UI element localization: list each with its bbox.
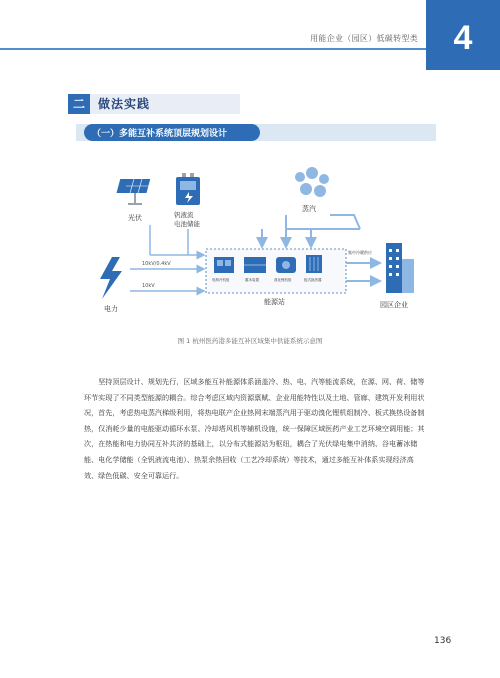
label-voltage-top: 10kV/0.4kV bbox=[142, 261, 171, 267]
battery-storage-icon bbox=[176, 173, 200, 205]
label-pv: 光伏 bbox=[128, 214, 142, 222]
chapter-number-tab: 4 bbox=[426, 0, 500, 70]
label-voltage-bottom: 10kV bbox=[142, 283, 155, 289]
label-storage-line1: 钒液流 bbox=[174, 211, 194, 219]
solar-panel-icon bbox=[116, 179, 150, 205]
label-steam: 蒸汽 bbox=[302, 205, 316, 213]
device-heat-exchanger-icon bbox=[306, 255, 322, 273]
header-section-label: 用能企业（园区）低碳转型类 bbox=[310, 34, 418, 43]
energy-system-diagram bbox=[90, 165, 426, 315]
label-device-4: 板式换热器 bbox=[304, 278, 322, 282]
header-rule bbox=[0, 48, 426, 50]
section-number: 二 bbox=[68, 94, 90, 114]
label-energy-station: 能源站 bbox=[264, 298, 285, 306]
section-heading-bar bbox=[68, 94, 240, 114]
label-cold-pipe: 集中冷暖供应 bbox=[348, 250, 372, 255]
section-title: 做法实践 bbox=[98, 97, 151, 111]
figure-caption: 图 1 杭州医药港多能互补区域集中供能系统示意图 bbox=[177, 337, 323, 345]
body-paragraph: 坚持顶层设计、规划先行，区域多能互补能源体系涵盖冷、热、电、汽等能流系统，在源、网、荷、储等环节实现了不同类型能源的耦合。综合考虑区域内资源禀赋、企业用能特性以及土地、管廊、建筑开发利用状况，首先，考虑热电蒸汽梯级利用，将热电联产企业热网末端蒸汽用于驱动溴化锂机组制冷、板式换热设备制热，仅消耗少量的电能驱动循环水泵、冷却塔风机等辅机设施，统一保障区域医药产业工艺环境空调用能；其次，在热能和电力协同互补共济的基础上，以分布式能源站为枢纽，耦合了光伏绿电集中消纳、谷电蓄冰储能、电化学储能（全钒液流电池）、热泵余热回收（工艺冷却系统）等技术，通过多能互补体系实现经济高效、绿色低碳、安全可靠运行。 bbox=[84, 377, 425, 480]
label-park: 园区企业 bbox=[380, 301, 408, 309]
park-buildings-icon bbox=[386, 243, 414, 293]
device-absorption-chiller-icon bbox=[276, 257, 296, 273]
lightning-icon bbox=[100, 257, 122, 299]
label-power: 电力 bbox=[104, 305, 118, 313]
page-number: 136 bbox=[434, 636, 452, 646]
device-chiller-icon bbox=[214, 257, 234, 273]
device-ice-storage-icon bbox=[244, 257, 266, 273]
label-device-3: 溴化锂机组 bbox=[274, 278, 292, 282]
label-device-2: 蓄冰装置 bbox=[245, 278, 259, 282]
steam-icon bbox=[295, 167, 329, 197]
label-storage-line2: 电池储能 bbox=[174, 220, 200, 228]
subsection-title: （一）多能互补系统顶层规划设计 bbox=[92, 129, 228, 139]
label-device-1: 电制冷机组 bbox=[212, 278, 230, 282]
